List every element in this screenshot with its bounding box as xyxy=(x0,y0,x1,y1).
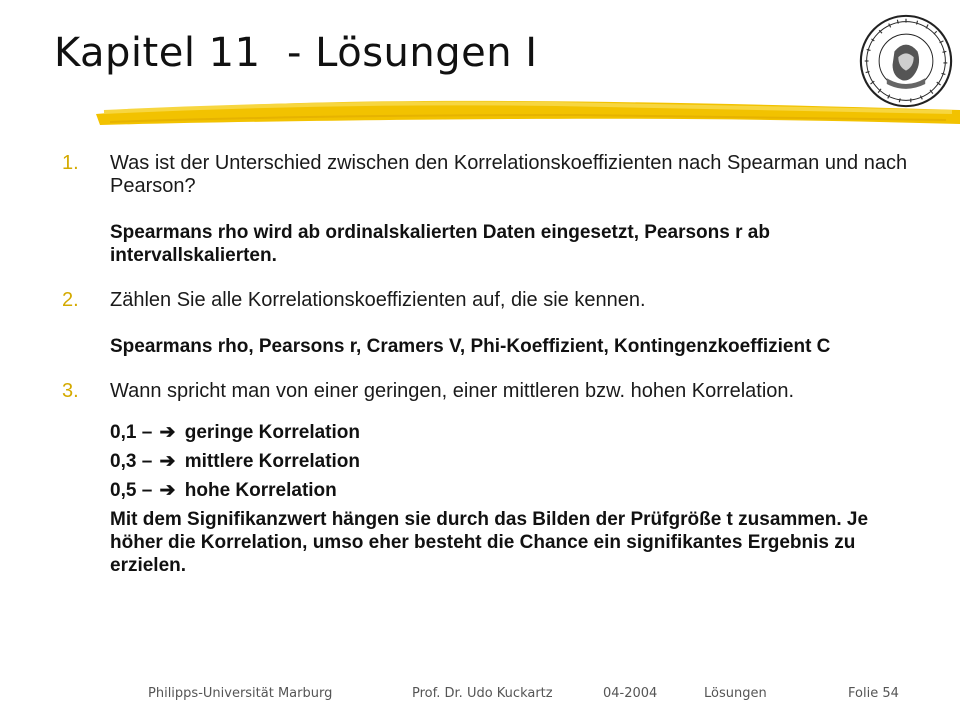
item-number: 2. xyxy=(62,289,79,311)
answer-text: Spearmans rho wird ab ordinalskalierten Daten eingesetzt, Pearsons r ab intervallskalierten. xyxy=(110,222,770,266)
yellow-highlight-stroke xyxy=(96,92,960,134)
footer-university: Philipps-Universität Marburg xyxy=(148,686,333,701)
level-label: geringe Korrelation xyxy=(184,422,360,443)
footer-slide-number: Folie 54 xyxy=(848,686,899,701)
level-label: mittlere Korrelation xyxy=(184,451,361,472)
answer-text: Spearmans rho, Pearsons r, Cramers V, Phi-Koeffizient, Kontingenzkoeffizient C xyxy=(110,336,831,357)
correlation-level-low xyxy=(110,421,912,444)
question-list xyxy=(62,152,912,577)
question-text: Was ist der Unterschied zwischen den Korrelationskoeffizienten nach Spearman und nach Pearson? xyxy=(110,152,908,197)
arrow-right-icon: ➔ xyxy=(159,422,176,443)
list-item xyxy=(62,380,912,577)
item-number: 3. xyxy=(62,380,79,402)
level-value: 0,3 – xyxy=(110,451,153,472)
question-text: Zählen Sie alle Korrelationskoeffizienten auf, die sie kennen. xyxy=(110,289,646,311)
level-value: 0,1 – xyxy=(110,422,153,443)
footer-topic: Lösungen xyxy=(704,686,767,701)
slide-title: Kapitel 11 - Lösungen I xyxy=(54,30,538,76)
question-text: Wann spricht man von einer geringen, einer mittleren bzw. hohen Korrelation. xyxy=(110,380,795,402)
list-item xyxy=(62,289,912,358)
list-item xyxy=(62,152,912,267)
level-label: hohe Korrelation xyxy=(184,480,337,501)
correlation-level-medium xyxy=(110,450,912,473)
correlation-level-high xyxy=(110,479,912,502)
arrow-right-icon: ➔ xyxy=(159,480,176,501)
arrow-right-icon: ➔ xyxy=(159,451,176,472)
footer-author: Prof. Dr. Udo Kuckartz xyxy=(412,686,553,701)
item-number: 1. xyxy=(62,152,79,174)
slide-footer xyxy=(0,686,960,710)
level-value: 0,5 – xyxy=(110,480,153,501)
footer-date: 04-2004 xyxy=(603,686,658,701)
answer-text: Mit dem Signifikanzwert hängen sie durch das Bilden der Prüfgröße t zusammen. Je höher die Korrelation, umso eher besteht die Chance ein signifikantes Ergebnis zu erzielen. xyxy=(110,509,869,576)
